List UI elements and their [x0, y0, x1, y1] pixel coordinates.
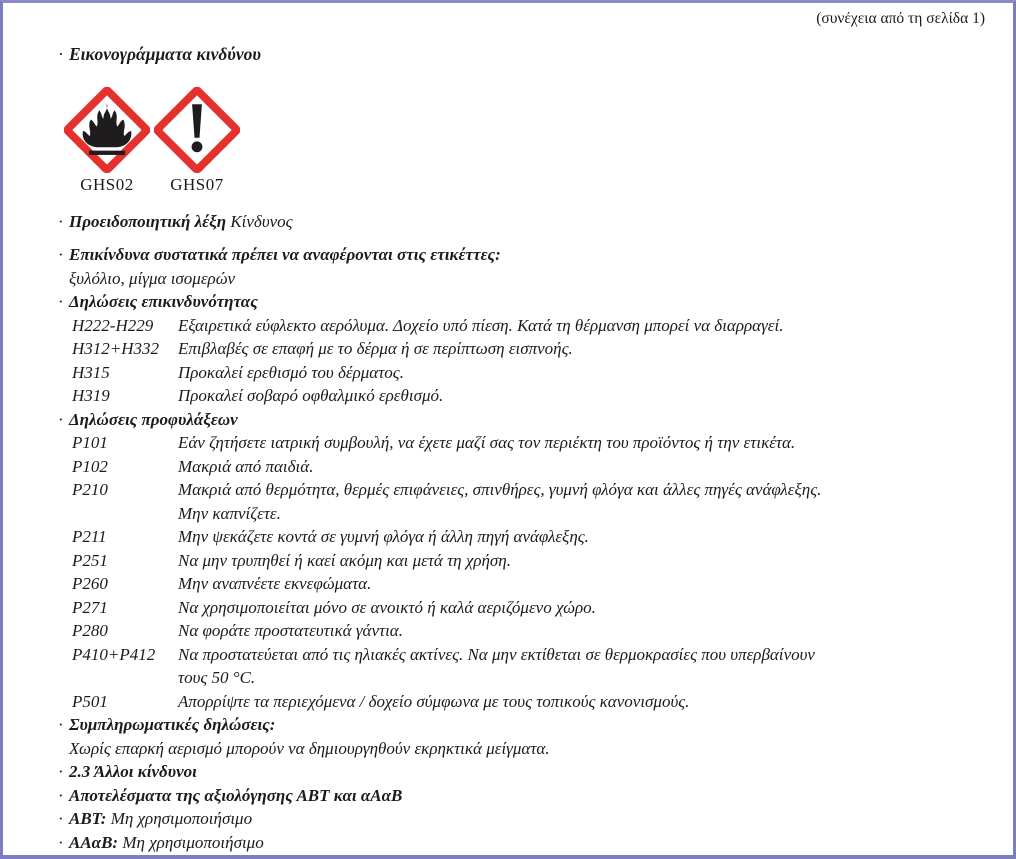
statement-text	[178, 525, 985, 549]
statement-code: P102	[72, 456, 108, 476]
statement-text	[178, 431, 985, 455]
hazard-components-heading-text: Επικίνδυνα συστατικά πρέπει να αναφέρονται στις ετικέττες:	[69, 245, 501, 264]
statement-text	[178, 549, 985, 573]
statement-code: P251	[72, 550, 108, 570]
other-hazards-heading	[58, 760, 985, 784]
pbt-value: Μη χρησιμοποιήσιμο	[110, 809, 253, 828]
precautionary-statement-row	[58, 455, 985, 479]
precautionary-statement-row	[58, 619, 985, 643]
pbt-line	[58, 807, 985, 831]
statement-line: Προκαλεί ερεθισμό του δέρματος.	[178, 362, 404, 382]
bullet-dot: ·	[58, 762, 64, 781]
bullet-dot: ·	[58, 785, 64, 805]
statement-line: Μακριά από παιδιά.	[178, 456, 314, 476]
pbt-label: ΑΒΤ:	[69, 809, 107, 828]
hazard-statement-row	[58, 337, 985, 361]
statement-code: P210	[72, 480, 108, 499]
pbt-assessment-heading	[58, 784, 985, 808]
statement-line: τους 50 °C.	[178, 668, 256, 687]
other-hazards-heading-text: 2.3 Άλλοι κίνδυνοι	[69, 762, 197, 781]
statement-line: Να προστατεύεται από τις ηλιακές ακτίνες. Να μην εκτίθεται σε θερμοκρασίες που υπερβαίνουν	[178, 644, 815, 664]
supplementary-heading-text: Συμπληρωματικές δηλώσεις:	[69, 715, 276, 734]
supplementary-heading	[58, 713, 985, 737]
statement-line: Να μην τρυπηθεί ή καεί ακόμη και μετά τη χρήση.	[178, 550, 511, 570]
statement-code: H222-H229	[72, 315, 154, 335]
statement-line: Μην καπνίζετε.	[178, 503, 281, 523]
exclamation-mark-icon	[154, 87, 240, 173]
precautionary-statement-row	[58, 643, 985, 690]
pictogram-label: GHS07	[170, 174, 224, 194]
statement-text	[178, 361, 985, 385]
statement-text	[178, 314, 985, 338]
pbt-assessment-heading-text: Αποτελέσματα της αξιολόγησης ΑΒΤ και αΑαΒ	[69, 785, 403, 805]
bullet-dot: ·	[58, 832, 64, 852]
precautionary-statement-row	[58, 690, 985, 714]
vpvb-line	[58, 831, 985, 855]
pictograms-heading-text: Εικονογράμματα κινδύνου	[69, 44, 261, 64]
statement-line: Μην αναπνέετε εκνεφώματα.	[178, 574, 372, 593]
statement-text	[178, 337, 985, 361]
statement-text	[178, 619, 985, 643]
statement-code: H312+H332	[72, 339, 160, 358]
statement-code: H315	[72, 362, 110, 382]
statement-code: P211	[72, 527, 107, 546]
statement-text	[178, 384, 985, 408]
bullet-dot: ·	[58, 292, 64, 311]
sds-content	[3, 3, 1013, 854]
statement-code: P260	[72, 574, 108, 593]
bullet-dot: ·	[58, 409, 64, 429]
pictogram-row	[64, 87, 985, 197]
precautionary-statements-heading	[58, 408, 985, 432]
hazard-statements-heading-text: Δηλώσεις επικινδυνότητας	[69, 292, 258, 311]
flame-icon	[64, 87, 150, 173]
vpvb-value: Μη χρησιμοποιήσιμο	[122, 832, 264, 852]
hazard-components-heading	[58, 243, 985, 267]
statement-text	[178, 690, 985, 714]
statement-code: H319	[72, 386, 110, 405]
statement-text	[178, 478, 985, 525]
pictograms-heading	[58, 43, 985, 67]
signal-word-line	[58, 210, 985, 234]
statement-line: Μην ψεκάζετε κοντά σε γυμνή φλόγα ή άλλη πηγή ανάφλεξης.	[178, 527, 589, 546]
bullet-dot: ·	[58, 809, 64, 828]
pictogram-ghs02	[64, 87, 150, 197]
vpvb-label: ΑΑαΒ:	[69, 832, 119, 852]
statement-text	[178, 643, 985, 690]
pictogram-label: GHS02	[80, 174, 134, 194]
precautionary-statement-row	[58, 572, 985, 596]
hazard-statement-row	[58, 361, 985, 385]
precautionary-statement-row	[58, 549, 985, 573]
statement-code: P410+P412	[72, 644, 156, 664]
statement-line: Προκαλεί σοβαρό οφθαλμικό ερεθισμό.	[178, 386, 444, 405]
hazard-statement-row	[58, 384, 985, 408]
supplementary-value: Χωρίς επαρκή αερισμό μπορούν να δημιουργηθούν εκρηκτικά μείγματα.	[69, 738, 550, 758]
signal-word-label: Προειδοποιητική λέξη	[69, 211, 227, 231]
precautionary-statement-row	[58, 478, 985, 525]
continuation-note: (συνέχεια από τη σελίδα 1)	[816, 10, 985, 27]
hazard-statement-row	[58, 314, 985, 338]
bullet-dot: ·	[58, 44, 64, 64]
statement-code: P280	[72, 621, 108, 640]
statement-code: P271	[72, 597, 108, 617]
hazard-components-value: ξυλόλιο, μίγμα ισομερών	[69, 268, 236, 288]
bullet-dot: ·	[58, 245, 64, 264]
statement-line: Μακριά από θερμότητα, θερμές επιφάνειες, σπινθήρες, γυμνή φλόγα και άλλες πηγές ανάφλεξης.	[178, 480, 822, 499]
precautionary-statement-row	[58, 525, 985, 549]
statement-code: P101	[72, 433, 108, 452]
statement-line: Εξαιρετικά εύφλεκτο αερόλυμα. Δοχείο υπό πίεση. Κατά τη θέρμανση μπορεί να διαρραγεί.	[178, 315, 784, 335]
pictogram-ghs07	[154, 87, 240, 197]
statement-line: Απορρίψτε τα περιεχόμενα / δοχείο σύμφωνα με τους τοπικούς κανονισμούς.	[178, 691, 690, 711]
statement-line: Επιβλαβές σε επαφή με το δέρμα ή σε περίπτωση εισπνοής.	[178, 339, 573, 358]
statement-text	[178, 455, 985, 479]
hazard-statements-heading	[58, 290, 985, 314]
signal-word-value: Κίνδυνος	[230, 211, 293, 231]
statement-text	[178, 572, 985, 596]
bullet-dot: ·	[58, 211, 64, 231]
statement-line: Να φοράτε προστατευτικά γάντια.	[178, 621, 403, 640]
bullet-dot: ·	[58, 715, 64, 734]
statement-code: P501	[72, 691, 108, 711]
precautionary-statement-row	[58, 596, 985, 620]
statement-text	[178, 596, 985, 620]
statement-line: Να χρησιμοποιείται μόνο σε ανοικτό ή καλά αεριζόμενο χώρο.	[178, 597, 596, 617]
precautionary-statements-heading-text: Δηλώσεις προφυλάξεων	[69, 409, 238, 429]
statement-line: Εάν ζητήσετε ιατρική συμβουλή, να έχετε μαζί σας τον περιέκτη του προϊόντος ή την ετικέτα.	[178, 433, 796, 452]
precautionary-statement-row	[58, 431, 985, 455]
